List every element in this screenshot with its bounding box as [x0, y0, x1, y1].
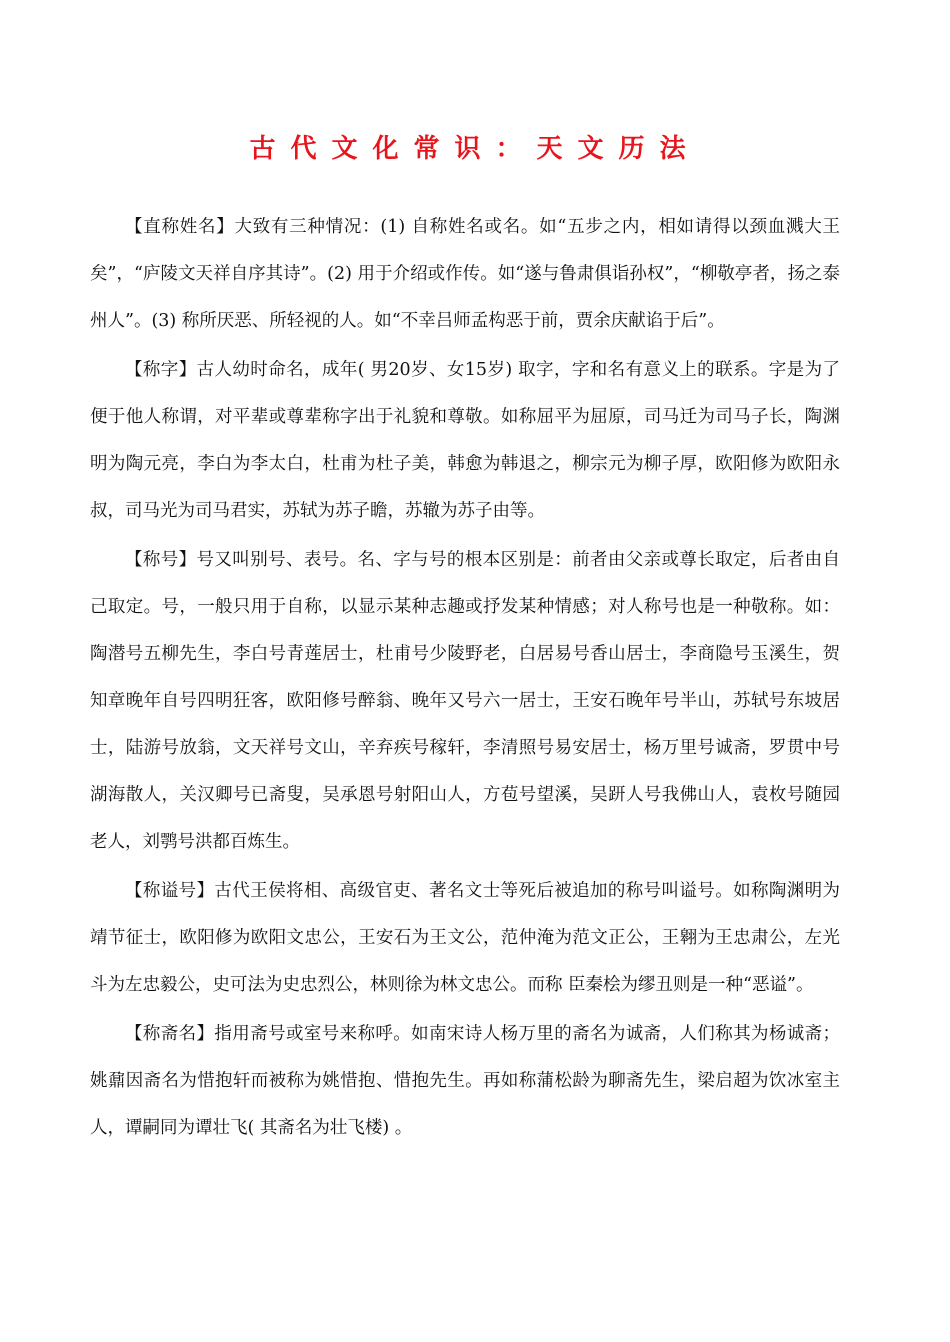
paragraph-cheng-shihao: 【称谥号】古代王侯将相、高级官吏、著名文士等死后被追加的称号叫谥号。如称陶渊明为靖节征士，欧阳修为欧阳文忠公，王安石为王文公，范仲淹为范文正公，王翱为王忠肃公，左光斗为左忠毅公，史可法为史忠烈公，林则徐为林文忠公。而称 臣秦桧为缪丑则是一种“恶谥”。 — [90, 881, 840, 995]
paragraph-chenghao: 【称号】号又叫别号、表号。名、字与号的根本区别是：前者由父亲或尊长取定，后者由自己取定。号，一般只用于自称，以显示某种志趣或抒发某种情感；对人称号也是一种敬称。如：陶潜号五柳先生，李白号青莲居士，杜甫号少陵野老，白居易号香山居士，李商隐号玉溪生，贺知章晚年自号四明狂客，欧阳修号醉翁、晚年又号六一居士，王安石晚年号半山，苏轼号东坡居士，陆游号放翁，文天祥号文山，辛弃疾号稼轩，李清照号易安居士，杨万里号诚斋，罗贯中号湖海散人，关汉卿号已斋叟，吴承恩号射阳山人，方苞号望溪，吴趼人号我佛山人，袁枚号随园老人，刘鹗号洪都百炼生。 — [90, 550, 840, 852]
paragraph-chengzi: 【称字】古人幼时命名，成年( 男20岁、女15岁) 取字，字和名有意义上的联系。字是为了便于他人称谓，对平辈或尊辈称字出于礼貌和尊敬。如称屈平为屈原，司马迁为司马子长，陶渊明为陶元亮，李白为李太白，杜甫为杜子美，韩愈为韩退之，柳宗元为柳子厚，欧阳修为欧阳永叔，司马光为司马君实，苏轼为苏子瞻，苏辙为苏子由等。 — [90, 360, 840, 521]
paragraph-cheng-zhaiming: 【称斋名】指用斋号或室号来称呼。如南宋诗人杨万里的斋名为诚斋，人们称其为杨诚斋；姚鼐因斋名为惜抱轩而被称为姚惜抱、惜抱先生。再如称蒲松龄为聊斋先生，梁启超为饮冰室主人，谭嗣同为谭壮飞( 其斋名为壮飞楼) 。 — [90, 1024, 840, 1138]
document-body — [90, 204, 840, 1154]
page-title: 古代文化常识：天文历法 — [249, 134, 701, 164]
paragraph-zhicheng-xingming: 【直称姓名】大致有三种情况：(1) 自称姓名或名。如“五步之内，相如请得以颈血溅大王矣”，“庐陵文天祥自序其诗”。(2) 用于介绍或作传。如“遂与鲁肃俱诣孙权”，“柳敬亭者，扬之泰州人”。(3) 称所厌恶、所轻视的人。如“不幸吕师孟构恶于前，贾余庆献谄于后”。 — [90, 217, 840, 331]
